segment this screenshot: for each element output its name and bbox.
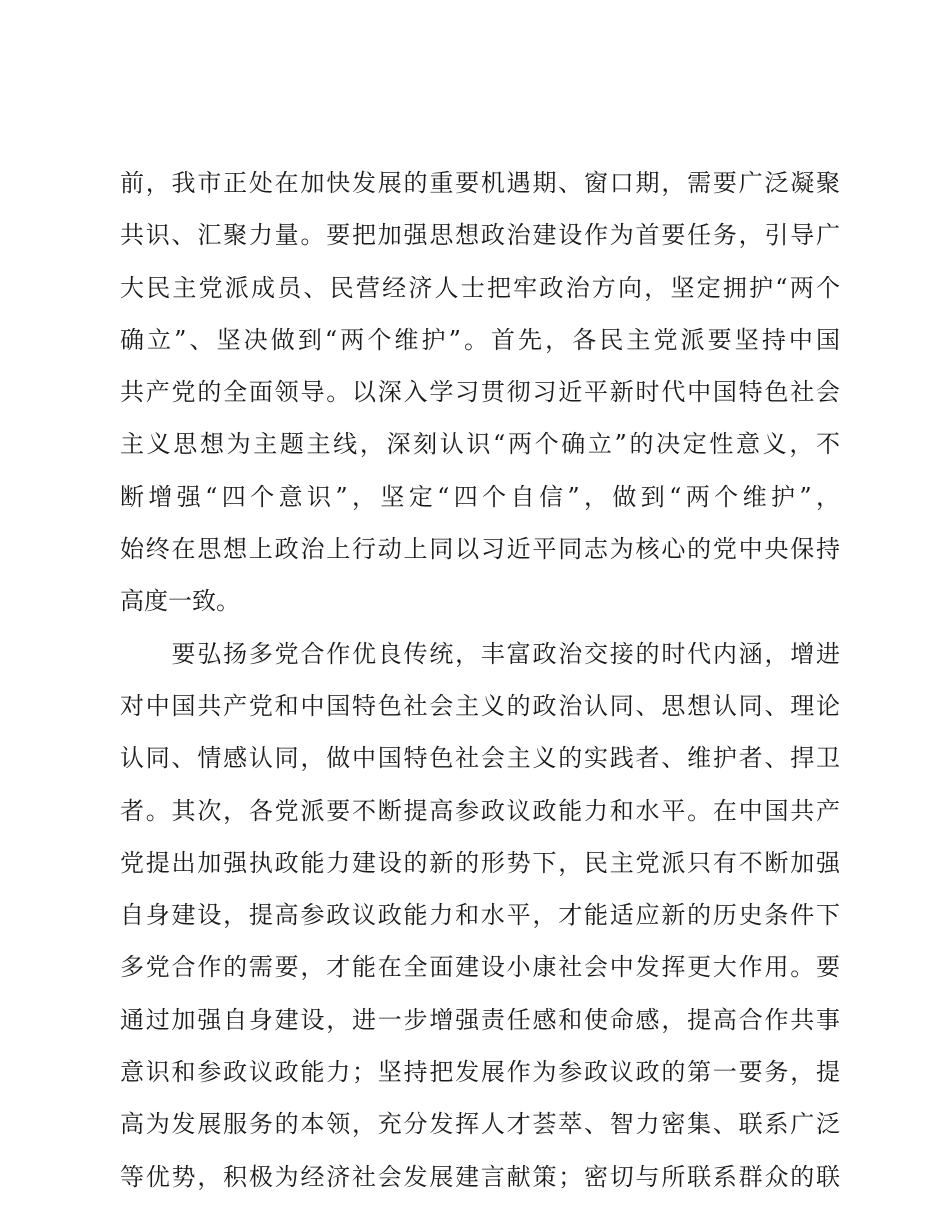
- paragraph-2-line-5: 党提出加强执政能力建设的新的形势下，民主党派只有不断加强: [120, 848, 840, 877]
- paragraph-1-line-1: 前，我市正处在加快发展的重要机遇期、窗口期，需要广泛凝聚: [120, 169, 840, 197]
- paragraph-1-line-9: 高度一致。: [120, 587, 240, 616]
- paragraph-1-line-8: 始终在思想上政治上行动上同以习近平同志为核心的党中央保持: [120, 535, 840, 564]
- paragraph-2-line-11: 等优势，积极为经济社会发展建言献策；密切与所联系群众的联: [120, 1162, 840, 1191]
- paragraph-1-line-3: 大民主党派成员、民营经济人士把牢政治方向，坚定拥护“两个: [120, 273, 840, 302]
- paragraph-2-line-10: 高为发展服务的本领，充分发挥人才荟萃、智力密集、联系广泛: [120, 1110, 840, 1139]
- paragraph-2-line-9: 意识和参政议政能力；坚持把发展作为参政议政的第一要务，提: [120, 1058, 840, 1087]
- paragraph-2-line-8: 通过加强自身建设，进一步增强责任感和使命感，提高合作共事: [120, 1005, 840, 1034]
- paragraph-2-line-4: 者。其次，各党派要不断提高参政议政能力和水平。在中国共产: [120, 796, 840, 825]
- paragraph-2-line-3: 认同、情感认同，做中国特色社会主义的实践者、维护者、捍卫: [120, 744, 840, 773]
- paragraph-1-line-5: 共产党的全面领导。以深入学习贯彻习近平新时代中国特色社会: [120, 378, 840, 407]
- paragraph-2-line-6: 自身建设，提高参政议政能力和水平，才能适应新的历史条件下: [120, 901, 840, 930]
- paragraph-1-line-2: 共识、汇聚力量。要把加强思想政治建设作为首要任务，引导广: [120, 221, 840, 250]
- paragraph-1-line-6: 主义思想为主题主线，深刻认识“两个确立”的决定性意义，不: [120, 430, 840, 459]
- paragraph-2-line-1: 要弘扬多党合作优良传统，丰富政治交接的时代内涵，增进: [120, 639, 840, 668]
- paragraph-1-line-4: 确立”、坚决做到“两个维护”。首先，各民主党派要坚持中国: [120, 325, 840, 354]
- paragraph-1-line-7: 断增强“四个意识”，坚定“四个自信”，做到“两个维护”，: [120, 482, 840, 511]
- body-text: [120, 157, 840, 1203]
- paragraph-2-line-2: 对中国共产党和中国特色社会主义的政治认同、思想认同、理论: [120, 691, 840, 720]
- paragraph-2-line-7: 多党合作的需要，才能在全面建设小康社会中发挥更大作用。要: [120, 953, 840, 982]
